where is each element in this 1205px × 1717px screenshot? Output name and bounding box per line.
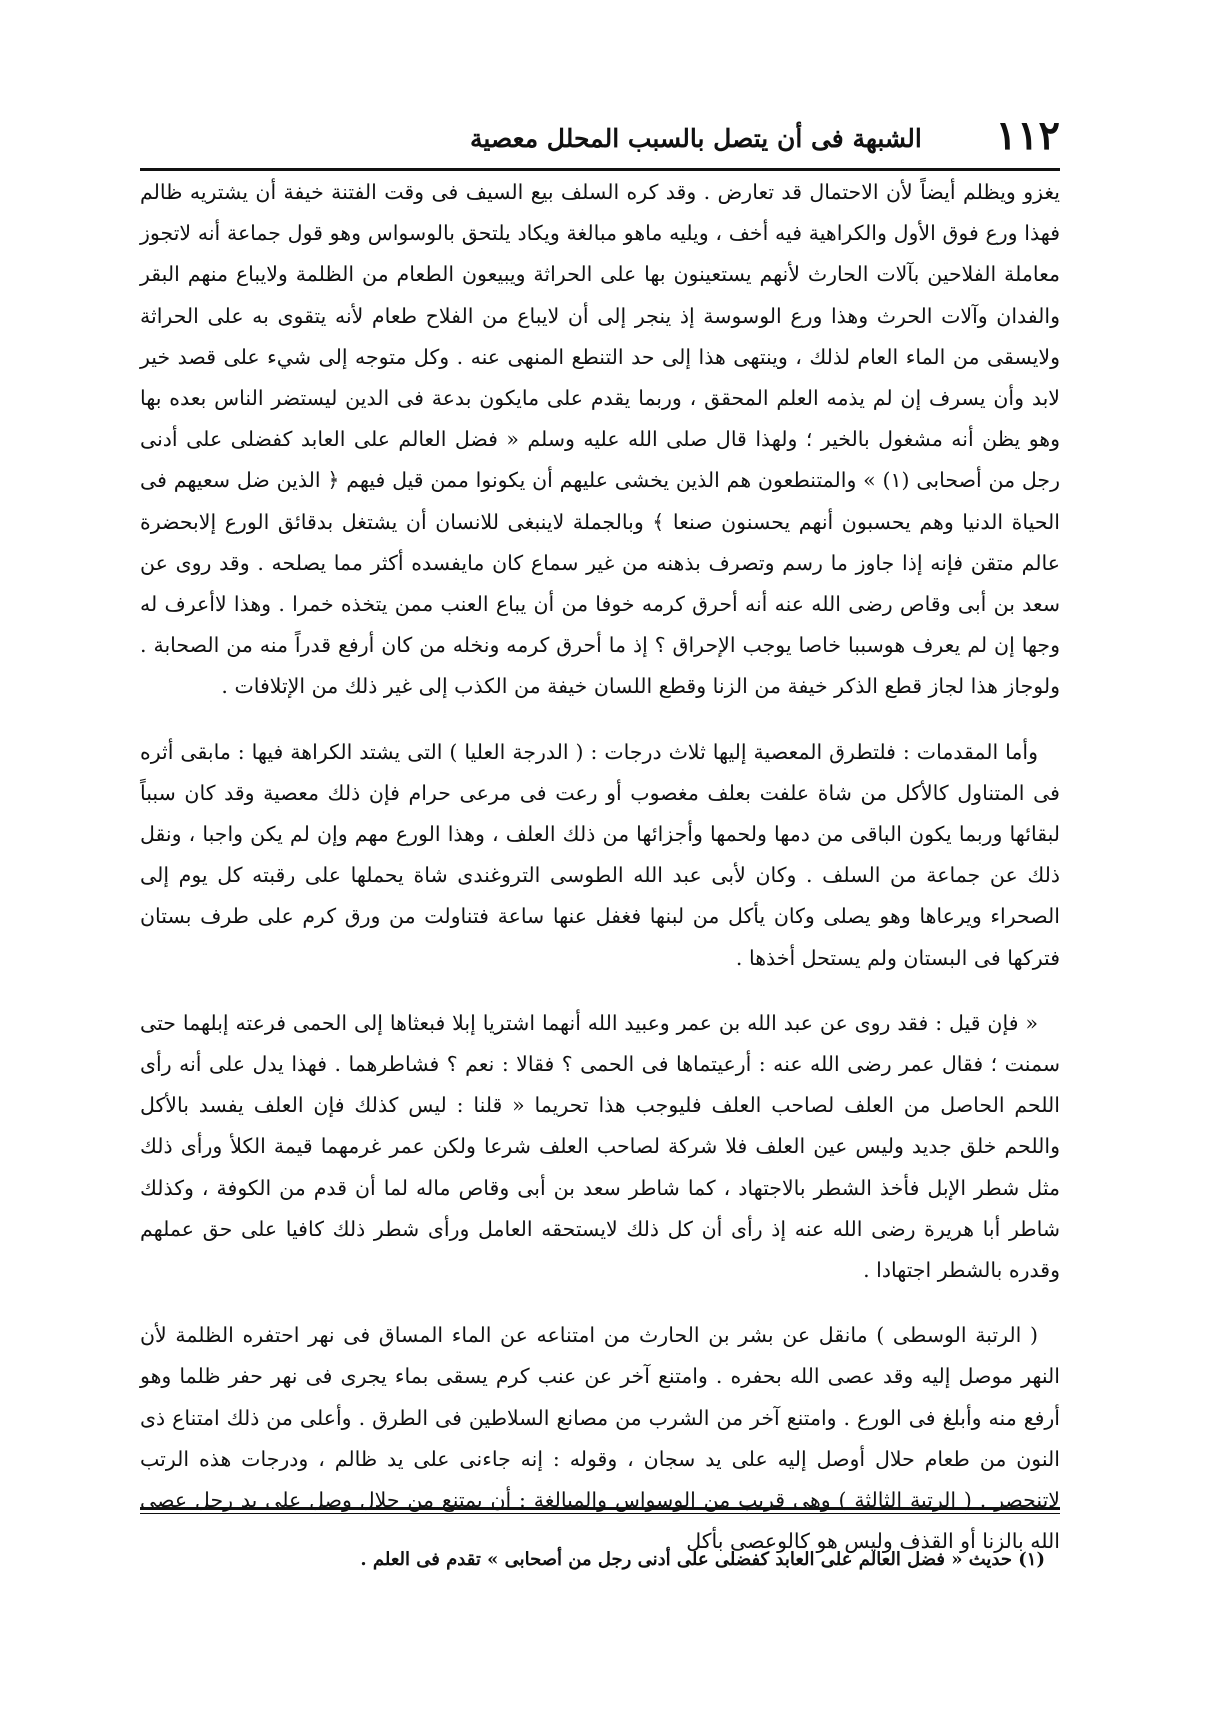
paragraph-gap — [140, 979, 1060, 1003]
paragraph-3: « فإن قيل : فقد روى عن عبد الله بن عمر وعبيد الله أنهما اشتريا إبلا فبعثاها إلى الحمى فرعته إبلهما حتى سمنت ؛ فقال عمر رضى الله عنه : أرعيتماها فى الحمى ؟ فقالا : نعم ؟ فشاطرهما . فهذا يدل على أنه رأى اللحم الحاصل من العلف لصاحب العلف فليوجب هذا تحريما « قلنا : ليس كذلك فإن العلف يفسد بالأكل واللحم خلق جديد وليس عين العلف فلا شركة لصاحب العلف شرعا ولكن عمر غرمهما قيمة الكلأ ورأى ذلك مثل شطر الإبل فأخذ الشطر بالاجتهاد ، كما شاطر سعد بن أبى وقاص ماله لما أن قدم من الكوفة ، وكذلك شاطر أبا هريرة رضى الله عنه إذ رأى أن كل ذلك لايستحقه العامل ورأى شطر ذلك كافيا على حق عملهم وقدره بالشطر اجتهادا . — [140, 1010, 1060, 1283]
running-title: الشبهة فى أن يتصل بالسبب المحلل معصية — [470, 124, 922, 153]
paragraph-4: ( الرتبة الوسطى ) مانقل عن بشر بن الحارث من امتناعه عن الماء المساق فى نهر احتفره الظلمة لأن النهر موصل إليه وقد عصى الله بحفره . وامتنع آخر عن عنب كرم يسقى بماء يجرى فى نهر حفر ظلما وهو أرفع منه وأبلغ فى الورع . وامتنع آخر من الشرب من مصانع السلاطين فى الطرق . وأعلى من ذلك امتناع ذى النون من طعام حلال أوصل إليه على يد سجان ، وقوله : إنه جاءنى على يد ظالم ، ودرجات هذه الرتب لاتنحصر . ( الرتبة الثالثة ) وهى قريب من الوسواس والمبالغة : أن يمتنع من حلال وصل على يد رجل عصى الله بالزنا أو القذف وليس هو كالوعصى بأكل — [140, 1323, 1060, 1554]
main-text — [140, 172, 1060, 1563]
page-header — [140, 108, 1060, 162]
paragraph-gap — [140, 708, 1060, 732]
page-number: ١١٢ — [995, 112, 1060, 159]
footnote: (١) حديث « فضل العالم على العابد كفضلى على أدنى رجل من أصحابى » تقدم فى العلم . — [360, 1549, 1045, 1570]
paragraph-2: وأما المقدمات : فلتطرق المعصية إليها ثلاث درجات : ( الدرجة العليا ) التى يشتد الكراهة فيها : مابقى أثره فى المتناول كالأكل من شاة علفت بعلف مغصوب أو رعت فى مرعى حرام فإن ذلك معصية وقد كان سبباً لبقائها وربما يكون الباقى من دمها ولحمها وأجزائها من ذلك العلف ، وهذا الورع مهم وإن لم يكن واجبا ، ونقل ذلك عن جماعة من السلف . وكان لأبى عبد الله الطوسى التروغندى شاة يحملها على رقبته كل يوم إلى الصحراء ويرعاها وهو يصلى وكان يأكل من لبنها فغفل عنها ساعة فتناولت من ورق كرم على طرف بستان فتركها فى البستان ولم يستحل أخذها . — [140, 739, 1060, 970]
footnote-rule-thin — [140, 1513, 1060, 1514]
paragraph-1: يغزو ويظلم أيضاً لأن الاحتمال قد تعارض . وقد كره السلف بيع السيف فى وقت الفتنة خيفة أن يشتريه ظالم فهذا ورع فوق الأول والكراهية فيه أخف ، ويليه ماهو مبالغة ويكاد يلتحق بالوسواس وهو قول جماعة أنه لاتجوز معاملة الفلاحين بآلات الحارث لأنهم يستعينون بها على الحراثة ويبيعون الطعام من الظلمة ولايباع منهم البقر والفدان وآلات الحرث وهذا ورع الوسوسة إذ ينجر إلى أن لايباع من الفلاح طعام لأنه يتقوى به على الحراثة ولايسقى من الماء العام لذلك ، وينتهى هذا إلى حد التنطع المنهى عنه . وكل متوجه إلى شيء على قصد خير لابد وأن يسرف إن لم يذمه العلم المحقق ، وربما يقدم على مايكون بدعة فى الدين ليستضر الناس بعده بها وهو يظن أنه مشغول بالخير ؛ ولهذا قال صلى الله عليه وسلم « فضل العالم على العابد كفضلى على أدنى رجل من أصحابى (١) » والمتنطعون هم الذين يخشى عليهم أن يكونوا ممن قيل فيهم ﴿ الذين ضل سعيهم فى الحياة الدنيا وهم يحسبون أنهم يحسنون صنعا ﴾ وبالجملة لاينبغى للانسان أن يشتغل بدقائق الورع إلابحضرة عالم متقن فإنه إذا جاوز ما رسم وتصرف بذهنه من غير سماع كان مايفسده أكثر مما يصلحه . وقد روى عن سعد بن أبى وقاص رضى الله عنه أنه أحرق كرمه خوفا من أن يباع العنب ممن يتخذه خمرا . وهذا لاأعرف له وجها إن لم يعرف هوسببا خاصا يوجب الإحراق ؟ إذ ما أحرق كرمه ونخله من كان أرفع قدراً منه من الصحابة . ولوجاز هذا لجاز قطع الذكر خيفة من الزنا وقطع اللسان خيفة من الكذب إلى غير ذلك من الإتلافات . — [140, 180, 1060, 699]
footnote-rule — [140, 1507, 1060, 1510]
paragraph-gap — [140, 1291, 1060, 1315]
header-rule — [140, 168, 1060, 171]
